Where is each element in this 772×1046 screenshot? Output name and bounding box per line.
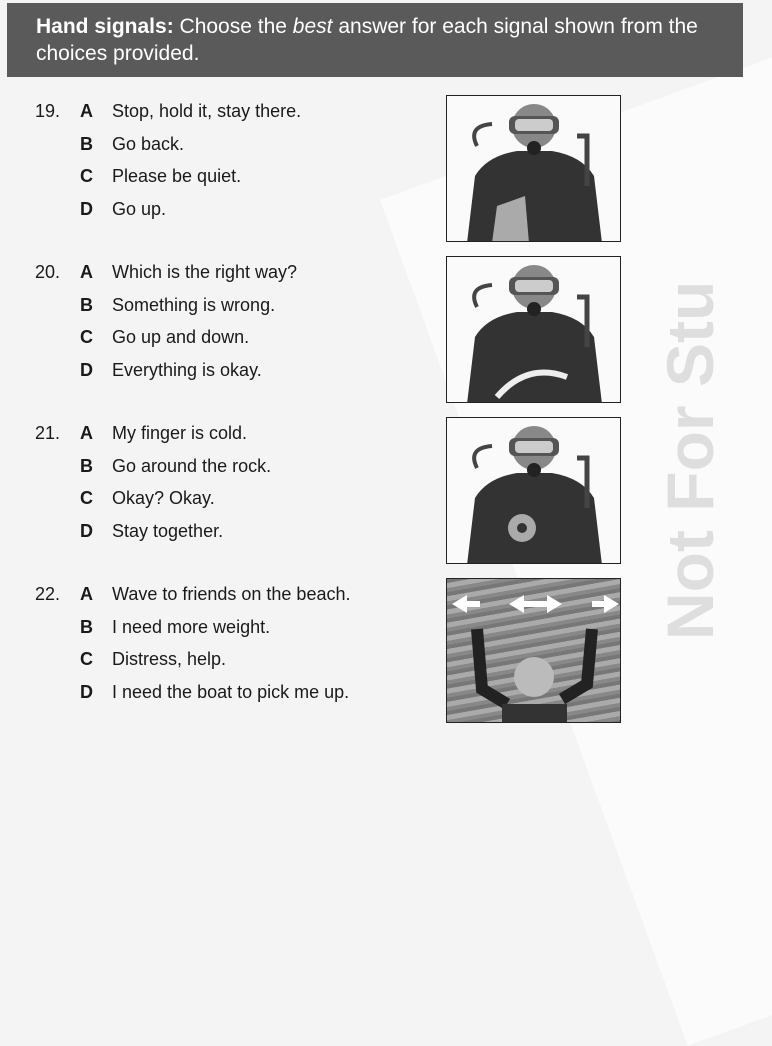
option-text: Go up and down. [112, 327, 250, 347]
question-number: 20. [35, 262, 61, 282]
answer-option[interactable] [0, 451, 440, 481]
option-text: Wave to friends on the beach. [112, 584, 351, 604]
option-text: Which is the right way? [112, 262, 298, 282]
option-text: Okay? Okay. [112, 488, 215, 508]
option-text: Go back. [112, 133, 185, 154]
answer-option[interactable] [0, 161, 440, 191]
diver-photo [447, 418, 621, 564]
answer-option[interactable] [0, 96, 440, 126]
header-italic: best [292, 15, 333, 38]
diver-photo [447, 257, 621, 403]
option-letter: B [80, 133, 93, 154]
option-letter: D [80, 359, 93, 380]
option-letter: A [80, 584, 93, 604]
answer-option[interactable] [0, 483, 440, 513]
question-number: 19. [35, 101, 61, 121]
option-text: Stay together. [112, 520, 224, 541]
diver-arms-waving-in-water-image [446, 578, 621, 723]
option-letter: D [80, 681, 93, 702]
option-text: Something is wrong. [112, 294, 276, 315]
option-text: Stop, hold it, stay there. [112, 101, 302, 121]
option-text: Everything is okay. [112, 359, 262, 380]
diver-palm-out-image [446, 95, 621, 242]
option-letter: C [80, 649, 93, 669]
question-number: 22. [35, 584, 61, 604]
option-letter: A [80, 101, 93, 121]
answer-option[interactable] [0, 516, 440, 546]
diver-hand-waving-image [446, 256, 621, 403]
answer-option[interactable] [0, 194, 440, 224]
option-letter: A [80, 262, 93, 282]
header-bold: Hand signals: [36, 15, 174, 38]
answer-option[interactable] [0, 129, 440, 159]
header-text-end: answer for each signal shown from the choices provided. [36, 15, 698, 65]
answer-option[interactable] [0, 322, 440, 352]
option-letter: D [80, 520, 93, 541]
option-text: My finger is cold. [112, 423, 248, 443]
answer-option[interactable] [0, 644, 440, 674]
question-number: 21. [35, 423, 61, 443]
diver-photo [447, 579, 621, 723]
option-text: Please be quiet. [112, 166, 242, 186]
option-letter: C [80, 166, 93, 186]
answer-option[interactable] [0, 355, 440, 385]
option-letter: C [80, 327, 93, 347]
answer-option[interactable] [0, 677, 440, 707]
option-text: Distress, help. [112, 649, 227, 669]
answer-option[interactable] [0, 257, 440, 287]
option-letter: C [80, 488, 93, 508]
option-text: Go around the rock. [112, 455, 272, 476]
option-letter: B [80, 616, 93, 637]
option-text: I need the boat to pick me up. [112, 681, 350, 702]
option-text: Go up. [112, 198, 167, 219]
option-letter: A [80, 423, 93, 443]
header-text: Choose the [173, 15, 293, 38]
arrow-icons [452, 595, 619, 613]
option-text: I need more weight. [112, 616, 271, 637]
watermark: Not For Stu [653, 280, 727, 640]
answer-option[interactable] [0, 418, 440, 448]
option-letter: D [80, 198, 93, 219]
answer-option[interactable] [0, 290, 440, 320]
diver-ok-sign-image [446, 417, 621, 564]
answer-option[interactable] [0, 579, 440, 609]
answer-option[interactable] [0, 612, 440, 642]
section-header [7, 3, 743, 77]
option-letter: B [80, 455, 93, 476]
option-letter: B [80, 294, 93, 315]
diver-photo [447, 96, 621, 242]
